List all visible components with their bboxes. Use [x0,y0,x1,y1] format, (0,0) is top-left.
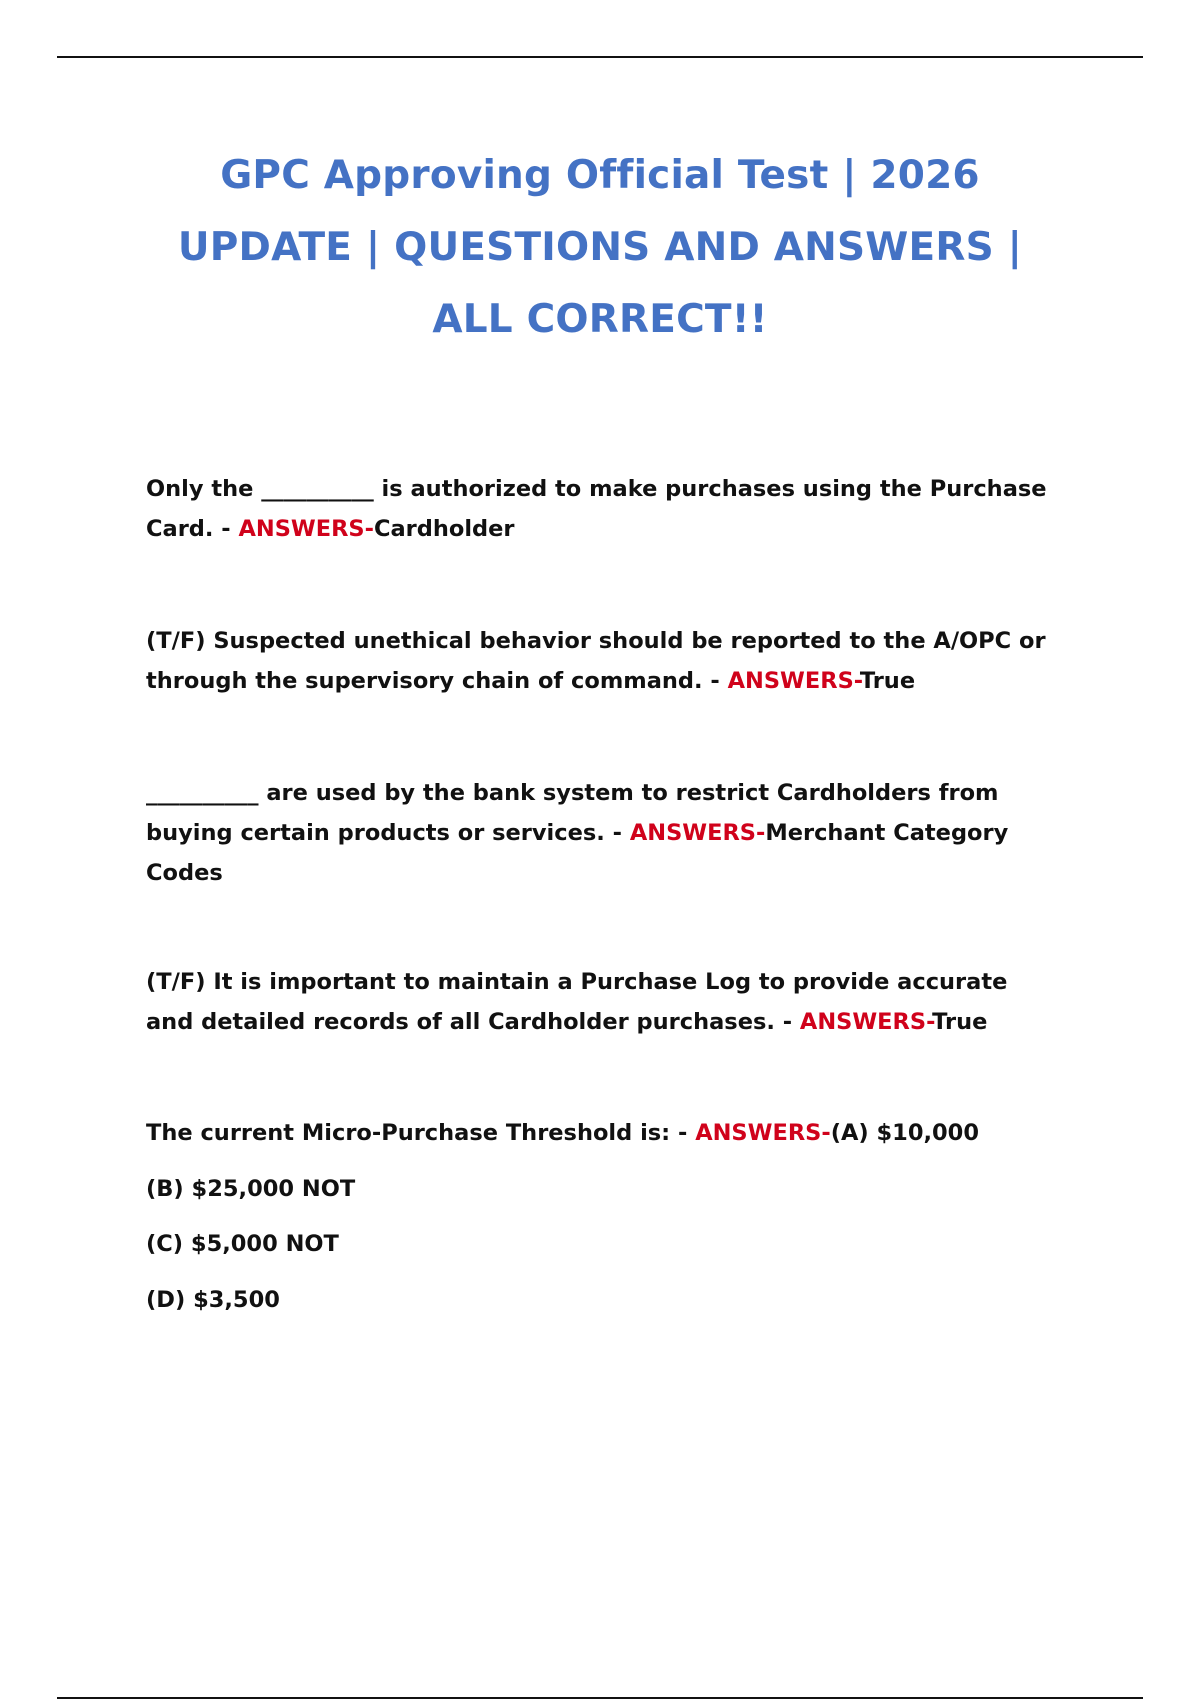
top-rule [57,56,1143,58]
question-5-answer: (A) $10,000 [830,1120,979,1146]
question-1-answer: Cardholder [373,516,515,542]
question-3-answer: Merchant Category [765,820,1009,846]
option-d: (D) $3,500 [146,1287,280,1313]
title-line-1: GPC Approving Official Test | 2026 [220,153,980,198]
option-b: (B) $25,000 NOT [146,1176,356,1202]
answers-marker: ANSWERS [727,668,854,694]
answers-marker: ANSWERS [629,820,756,846]
question-3 [146,773,1096,893]
question-2-prefix: through the supervisory chain of command. - [146,668,728,694]
question-2-text: (T/F) Suspected unethical behavior should be reported to the A/OPC or [146,628,1046,654]
question-1-prefix: Card. - [146,516,239,542]
question-2 [146,621,1096,701]
question-4 [146,962,1096,1042]
question-5-line-1: The current Micro-Purchase Threshold is: - ANSWERS-(A) $10,000 [146,1120,979,1146]
question-3-prefix: buying certain products or services. - [146,820,630,846]
question-4-line-2: and detailed records of all Cardholder purchases. - ANSWERS-True [146,1009,988,1035]
answers-marker: ANSWERS [238,516,365,542]
question-2-line-2: through the supervisory chain of command. - ANSWERS-True [146,668,916,694]
question-5-prefix: The current Micro-Purchase Threshold is: - [146,1120,696,1146]
question-4-text: (T/F) It is important to maintain a Purchase Log to provide accurate [146,969,1008,995]
option-c: (C) $5,000 NOT [146,1231,339,1257]
question-3-line-3: Codes [146,860,223,886]
answers-marker: ANSWERS [695,1120,822,1146]
question-4-answer: True [932,1009,988,1035]
bottom-rule [57,1697,1143,1699]
question-1-line-2: Card. - ANSWERS-Cardholder [146,516,515,542]
title-line-2: UPDATE | QUESTIONS AND ANSWERS | [177,225,1023,270]
question-3-text: __________ are used by the bank system to restrict Cardholders from [146,780,999,806]
question-1-text: Only the __________ is authorized to make purchases using the Purchase [146,476,1047,502]
question-2-answer: True [859,668,916,694]
document-title [150,140,1050,356]
question-3-line-2: buying certain products or services. - ANSWERS-Merchant Category [146,820,1009,846]
answers-marker: ANSWERS [799,1009,927,1035]
question-4-prefix: and detailed records of all Cardholder purchases. - [146,1009,800,1035]
question-5 [146,1113,1096,1153]
question-1 [146,469,1096,549]
title-line-3: ALL CORRECT!! [432,297,768,342]
